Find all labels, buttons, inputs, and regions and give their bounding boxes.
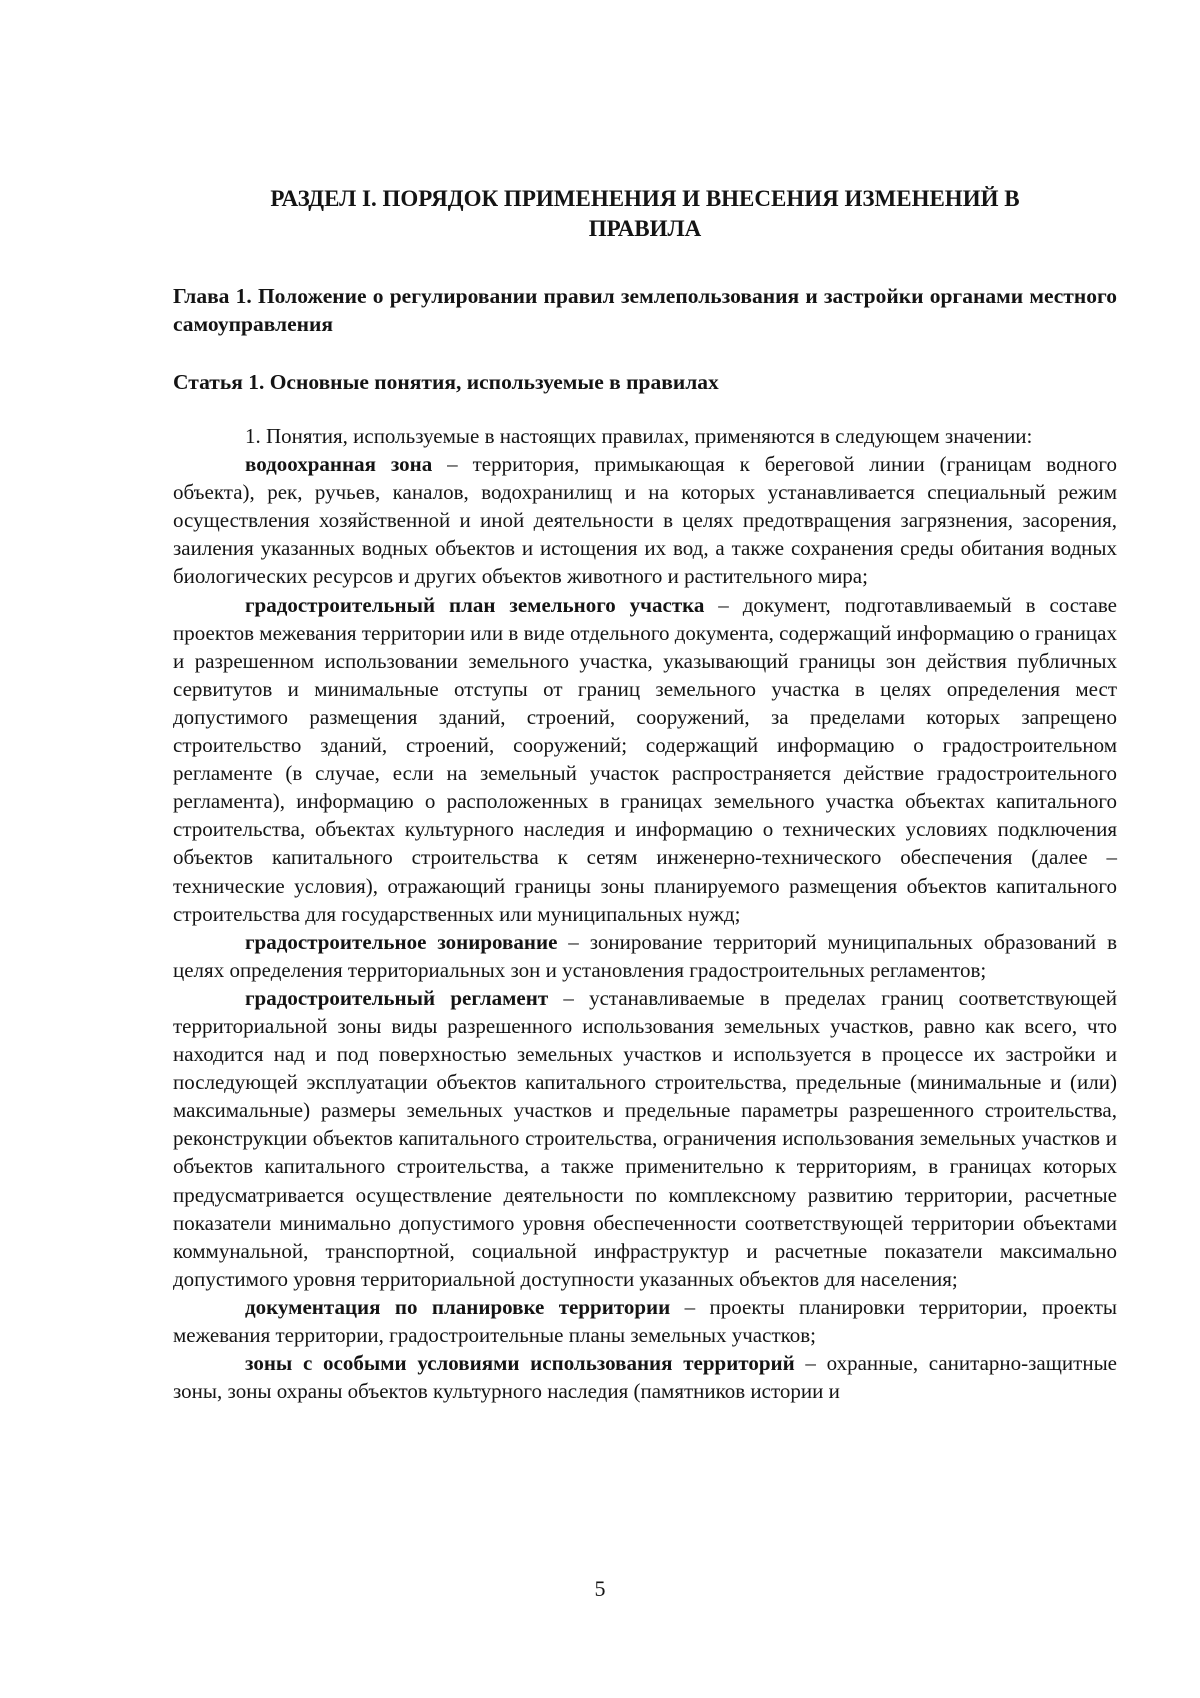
definition-text: – устанавливаемые в пределах границ соответствующей территориальной зоны виды разрешенного использования земельных участков, равно как всего, что находится над и под поверхностью земельных участков и используется в процессе их застройки и последующей эксплуатации объектов капитального строительства, предельные (минимальные и (или) максимальные) размеры земельных участков и предельные параметры разрешенного строительства, реконструкции объектов капитального строительства, ограничения использования земельных участков и объектов капитального строительства, а также применительно к территориям, в границах которых предусматривается осуществление деятельности по комплексному развитию территории, расчетные показатели минимально допустимого уровня обеспеченности соответствующей территории объектами коммунальной, транспортной, социальной инфраструктур и расчетные показатели максимально допустимого уровня территориальной доступности указанных объектов для населения; [173,985,1117,1291]
definition-text: – документ, подготавливаемый в составе проектов межевания территории или в виде отдельного документа, содержащий информацию о границах и разрешенном использовании земельного участка, указывающий границы зон действия публичных сервитутов и минимальные отступы от границ земельного участка в целях определения мест допустимого размещения зданий, строений, сооружений, за пределами которых запрещено строительство зданий, строений, сооружений; содержащий информацию о градостроительном регламенте (в случае, если на земельный участок распространяется действие градостроительного регламента), информацию о расположенных в границах земельного участка объектах капитального строительства, объектах культурного наследия и информацию о технических условиях подключения объектов капитального строительства к сетям инженерно-технического обеспечения (далее – технические условия), отражающий границы зоны планируемого размещения объектов капитального строительства для государственных или муниципальных нужд; [173,592,1117,926]
article-title: Статья 1. Основные понятия, используемые в правилах [173,370,719,394]
document-page [173,184,1117,1405]
chapter-title: Глава 1. Положение о регулировании правил землепользования и застройки органами местного самоуправления [173,284,1117,336]
article-body [173,422,1117,1405]
intro-paragraph: 1. Понятия, используемые в настоящих правилах, применяются в следующем значении: [245,424,1033,448]
definition-paragraph [173,984,1117,1293]
section-title: РАЗДЕЛ I. ПОРЯДОК ПРИМЕНЕНИЯ И ВНЕСЕНИЯ ИЗМЕНЕНИЙ В ПРАВИЛА [270,186,1020,241]
definition-text: – территория, примыкающая к береговой линии (границам водного объекта), рек, ручьев, каналов, водохранилищ и на которых устанавливается специальный режим осуществления хозяйственной и иной деятельности в целях предотвращения загрязнения, засорения, заиления указанных водных объектов и истощения их вод, а также сохранения среды обитания водных биологических ресурсов и других объектов животного и растительного мира; [173,452,1117,589]
definition-term: документация по планировке территории [245,1294,671,1319]
definition-paragraph [173,591,1117,928]
definition-text: – охранные, санитарно-защитные зоны, зоны охраны объектов культурного наследия (памятников истории и [173,1351,1117,1404]
definition-term: зоны с особыми условиями использования территорий [245,1351,795,1376]
definition-paragraph [173,928,1117,984]
page-number: 5 [594,1576,606,1601]
definition-paragraph [173,450,1117,590]
definition-paragraph [173,1293,1117,1349]
definition-term: градостроительный план земельного участка [245,592,705,617]
definition-term: градостроительный регламент [245,985,549,1010]
definition-term: градостроительное зонирование [245,929,558,954]
definition-text: – зонирование территорий муниципальных образований в целях определения территориальных зон и установления градостроительных регламентов; [173,929,1117,982]
definition-term: водоохранная зона [245,452,433,477]
definition-paragraph [173,1349,1117,1405]
definition-text: – проекты планировки территории, проекты межевания территории, градостроительные планы земельных участков; [173,1294,1117,1347]
